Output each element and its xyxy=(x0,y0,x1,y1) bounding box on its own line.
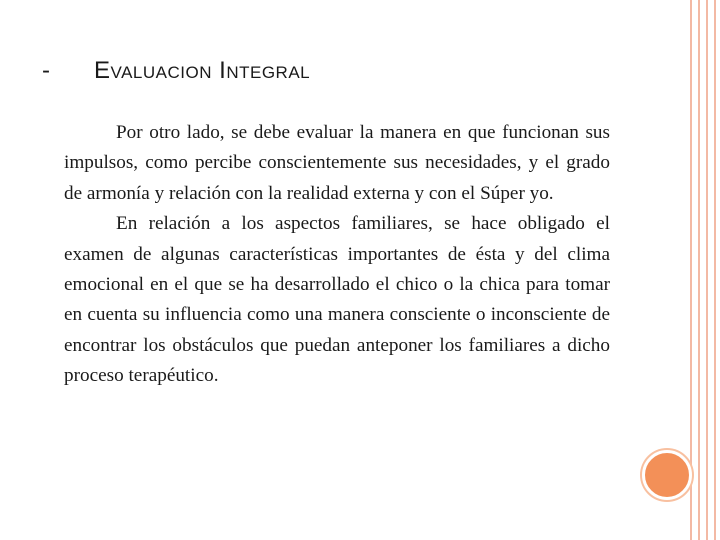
decorative-line xyxy=(706,0,708,540)
slide-title: Evaluacion Integral xyxy=(94,57,311,84)
slide-body xyxy=(64,118,610,392)
decorative-line xyxy=(714,0,716,540)
decorative-line xyxy=(698,0,700,540)
title-bullet: - xyxy=(42,57,50,84)
title-row xyxy=(30,54,310,88)
decorative-line xyxy=(690,0,692,540)
body-paragraph: Por otro lado, se debe evaluar la manera en que funcionan sus impulsos, como percibe conscientemente sus necesidades, y el grado de armonía y relación con la realidad externa y con el Súper yo. xyxy=(64,122,610,204)
decorative-circle xyxy=(642,450,692,500)
body-paragraph: En relación a los aspectos familiares, se hace obligado el examen de algunas características importantes de ésta y del clima emocional en el que se ha desarrollado el chico o la chica para tomar en cuenta su influencia como una manera consciente o inconsciente de encontrar los obstáculos que puedan anteponer los familiares a dicho proceso terapéutico. xyxy=(64,213,610,387)
